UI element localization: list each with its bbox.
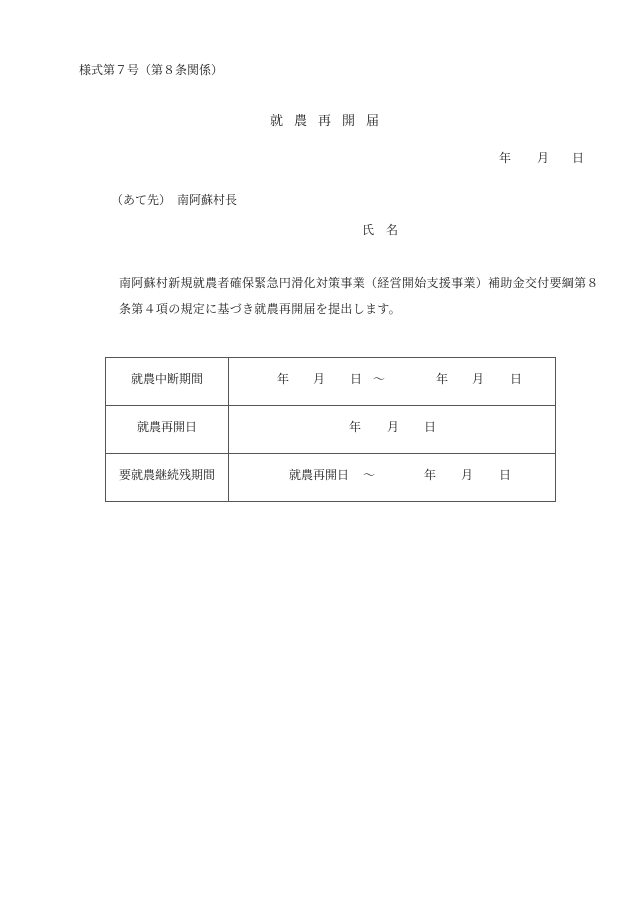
tilde: ～ <box>363 468 376 482</box>
label-suspension-period <box>106 358 229 406</box>
to-day: 日 <box>499 468 512 482</box>
addressee-name: 南阿蘇村長 <box>177 193 238 207</box>
to-month: 月 <box>461 468 474 482</box>
to-month: 月 <box>472 372 485 386</box>
start-text: 就農再開日 <box>289 468 350 482</box>
to-year: 年 <box>436 372 449 386</box>
value-remaining-period[interactable] <box>229 454 556 502</box>
to-year: 年 <box>424 468 437 482</box>
date-day: 日 <box>572 151 585 165</box>
addressee-label: （あて先） <box>111 193 172 207</box>
form-number: 様式第７号（第８条関係） <box>79 63 224 77</box>
date-year: 年 <box>499 151 512 165</box>
tilde: ～ <box>373 372 386 386</box>
table-row-resumption-date <box>106 406 556 454</box>
document-title: 就農再開届 <box>270 114 391 129</box>
from-day: 日 <box>350 372 363 386</box>
day: 日 <box>424 420 437 434</box>
from-month: 月 <box>313 372 326 386</box>
value-suspension-period[interactable] <box>229 358 556 406</box>
label-remaining-period <box>106 454 229 502</box>
date-month: 月 <box>537 151 550 165</box>
body-text-line-1: 南阿蘇村新規就農者確保緊急円滑化対策事業（経営開始支援事業）補助金交付要綱第８ <box>119 276 599 290</box>
to-day: 日 <box>510 372 523 386</box>
month: 月 <box>387 420 400 434</box>
label-text: 就農再開日 <box>136 420 197 434</box>
body-text-line-2: 条第４項の規定に基づき就農再開届を提出します。 <box>119 302 401 316</box>
from-year: 年 <box>277 372 290 386</box>
table-row-suspension-period <box>106 358 556 406</box>
label-resumption-date <box>106 406 229 454</box>
resumption-info-table <box>105 357 556 502</box>
table-row-remaining-period <box>106 454 556 502</box>
value-resumption-date[interactable] <box>229 406 556 454</box>
label-text: 要就農継続残期間 <box>118 468 215 482</box>
year: 年 <box>349 420 362 434</box>
applicant-name-label: 氏名 <box>362 223 411 237</box>
label-text: 就農中断期間 <box>130 372 203 386</box>
